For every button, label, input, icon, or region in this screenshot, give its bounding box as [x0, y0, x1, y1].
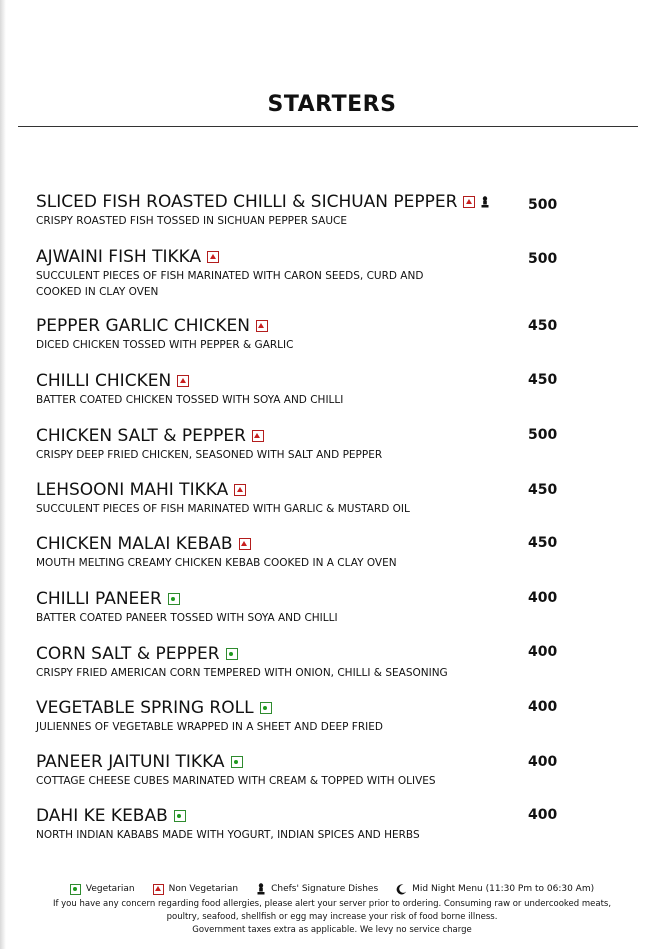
menu-item — [36, 752, 576, 789]
non-veg-icon — [207, 251, 219, 263]
item-price: 450 — [528, 372, 558, 388]
item-name: CHICKEN MALAI KEBAB — [36, 534, 233, 554]
item-description: SUCCULENT PIECES OF FISH MARINATED WITH GARLIC & MUSTARD OIL — [36, 503, 410, 515]
non-veg-icon — [239, 538, 251, 550]
item-price: 400 — [528, 644, 558, 660]
tax-note: Government taxes extra as applicable. We levy no service charge — [192, 925, 472, 935]
menu-item — [36, 192, 576, 229]
item-description: BATTER COATED CHICKEN TOSSED WITH SOYA AND CHILLI — [36, 394, 344, 406]
legend — [0, 883, 664, 895]
legend-midnight-label: Mid Night Menu (11:30 Pm to 06:30 Am) — [412, 884, 595, 894]
title-divider — [18, 126, 638, 127]
item-name: SLICED FISH ROASTED CHILLI & SICHUAN PEPPER — [36, 192, 458, 212]
item-description: CRISPY DEEP FRIED CHICKEN, SEASONED WITH SALT AND PEPPER — [36, 449, 383, 461]
item-description: NORTH INDIAN KABABS MADE WITH YOGURT, INDIAN SPICES AND HERBS — [36, 829, 420, 841]
non-veg-icon — [463, 196, 475, 208]
veg-icon — [174, 810, 186, 822]
legend-non-veg — [153, 884, 239, 895]
item-description: SUCCULENT PIECES OF FISH MARINATED WITH CARON SEEDS, CURD AND COOKED IN CLAY OVEN — [36, 270, 424, 298]
item-price: 450 — [528, 482, 558, 498]
item-name: VEGETABLE SPRING ROLL — [36, 698, 254, 718]
item-price: 450 — [528, 318, 558, 334]
legend-midnight — [396, 884, 594, 895]
legend-chef — [256, 883, 378, 895]
menu-item — [36, 589, 576, 626]
page-title: STARTERS — [267, 92, 397, 117]
item-description: JULIENNES OF VEGETABLE WRAPPED IN A SHEET AND DEEP FRIED — [36, 721, 383, 733]
veg-icon — [70, 884, 81, 895]
item-price: 400 — [528, 807, 558, 823]
menu-item — [36, 426, 576, 463]
item-name: AJWAINI FISH TIKKA — [36, 247, 202, 267]
item-name: PEPPER GARLIC CHICKEN — [36, 316, 250, 336]
menu-item — [36, 316, 576, 353]
legend-chef-label: Chefs' Signature Dishes — [271, 884, 379, 894]
non-veg-icon — [177, 375, 189, 387]
non-veg-icon — [153, 884, 164, 895]
veg-icon — [231, 756, 243, 768]
item-description: CRISPY ROASTED FISH TOSSED IN SICHUAN PEPPER SAUCE — [36, 215, 347, 227]
non-veg-icon — [252, 430, 264, 442]
non-veg-icon — [234, 484, 246, 496]
item-price: 500 — [528, 427, 558, 443]
footer — [0, 883, 664, 937]
item-price: 400 — [528, 590, 558, 606]
item-price: 400 — [528, 699, 558, 715]
item-name: CHILLI CHICKEN — [36, 371, 172, 391]
page-edge-shadow — [0, 0, 6, 949]
allergy-note: If you have any concern regarding food allergies, please alert your server prior to ordering. Consuming raw or undercooked meats, poultry, seafood, shellfish or egg may increase your risk of food borne illness. — [52, 899, 612, 922]
veg-icon — [226, 648, 238, 660]
menu-item — [36, 247, 576, 300]
menu-item — [36, 806, 576, 843]
item-description: MOUTH MELTING CREAMY CHICKEN KEBAB COOKED IN A CLAY OVEN — [36, 557, 397, 569]
non-veg-icon — [256, 320, 268, 332]
chef-hat-icon — [256, 883, 266, 895]
item-price: 400 — [528, 754, 558, 770]
item-name: LEHSOONI MAHI TIKKA — [36, 480, 229, 500]
veg-icon — [260, 702, 272, 714]
item-name: PANEER JAITUNI TIKKA — [36, 752, 225, 772]
item-description: BATTER COATED PANEER TOSSED WITH SOYA AND CHILLI — [36, 612, 338, 624]
item-price: 500 — [528, 197, 558, 213]
item-name: CHILLI PANEER — [36, 589, 162, 609]
menu-item — [36, 644, 576, 681]
item-name: CHICKEN SALT & PEPPER — [36, 426, 246, 446]
item-description: COTTAGE CHEESE CUBES MARINATED WITH CREAM & TOPPED WITH OLIVES — [36, 775, 436, 787]
chef-hat-icon — [480, 196, 490, 208]
menu-item — [36, 480, 576, 517]
item-description: DICED CHICKEN TOSSED WITH PEPPER & GARLIC — [36, 339, 294, 351]
item-name: DAHI KE KEBAB — [36, 806, 168, 826]
legend-non-veg-label: Non Vegetarian — [168, 884, 239, 894]
menu-item — [36, 698, 576, 735]
legend-veg-label: Vegetarian — [85, 884, 135, 894]
item-price: 500 — [528, 251, 558, 267]
item-name: CORN SALT & PEPPER — [36, 644, 220, 664]
menu-item — [36, 534, 576, 571]
moon-icon — [396, 884, 407, 895]
item-price: 450 — [528, 535, 558, 551]
veg-icon — [168, 593, 180, 605]
item-description: CRISPY FRIED AMERICAN CORN TEMPERED WITH ONION, CHILLI & SEASONING — [36, 667, 448, 679]
legend-veg — [70, 884, 135, 895]
menu-item — [36, 371, 576, 408]
